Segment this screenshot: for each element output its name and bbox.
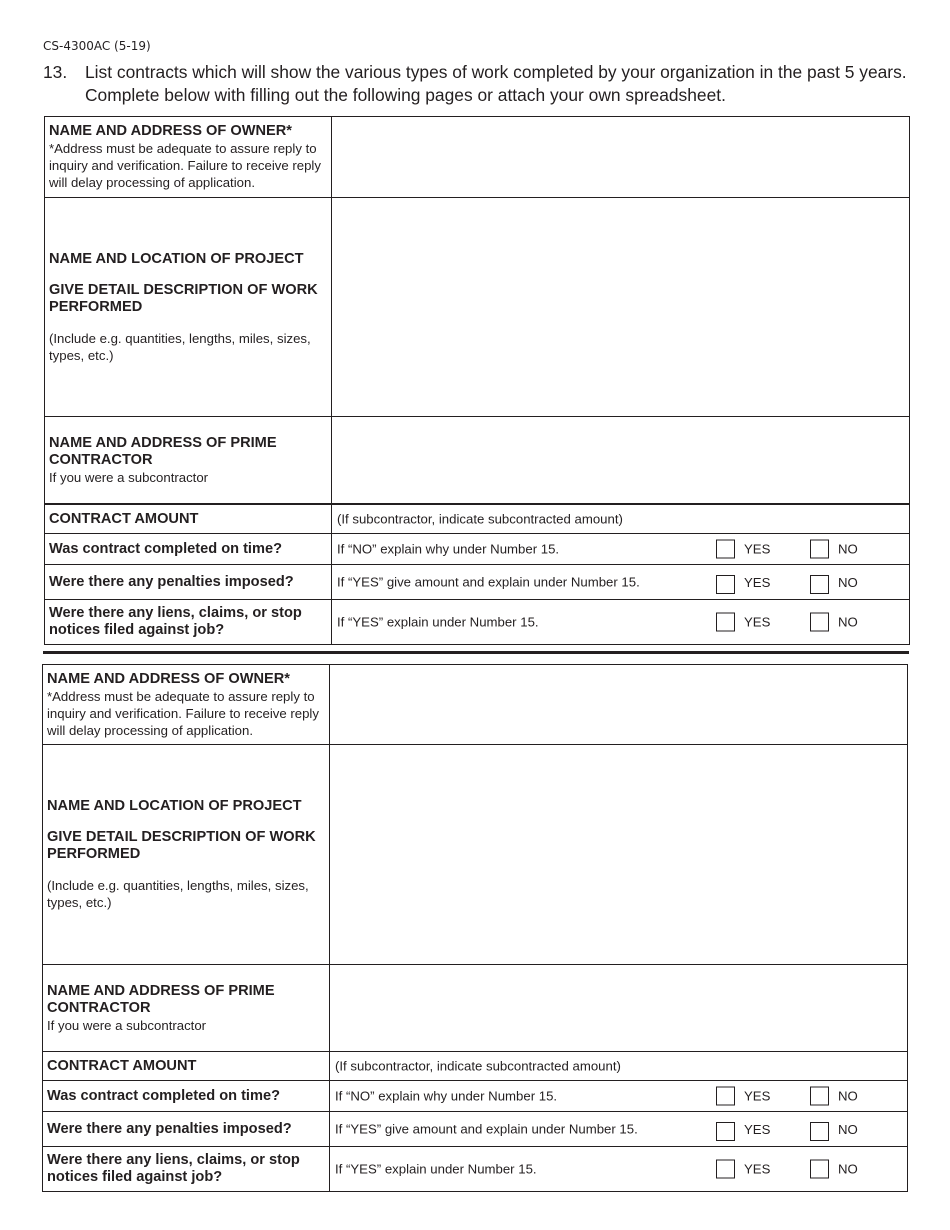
prime-contractor-note: If you were a subcontractor (49, 469, 209, 485)
question-text: List contracts which will show the various types of work completed by your organization in the past 5 years. Complete below with filling out the following pages or attach your own spreadsheet. (85, 62, 907, 105)
penalties-field (332, 565, 909, 599)
project-input-field[interactable] (330, 745, 907, 964)
on-time-field (330, 1081, 907, 1111)
on-time-field (332, 534, 909, 564)
no-label: NO (838, 1088, 858, 1104)
work-description-note: (Include e.g. quantities, lengths, miles, sizes, types, etc.) (49, 330, 311, 363)
penalties-no-checkbox[interactable] (810, 1122, 829, 1141)
yes-label: YES (744, 541, 771, 557)
prime-contractor-title: NAME AND ADDRESS OF PRIME CONTRACTOR (49, 434, 277, 468)
penalties-yes-option (716, 570, 770, 594)
on-time-question: Was contract completed on time? (47, 1087, 280, 1104)
no-label: NO (838, 1161, 858, 1177)
penalties-no-option (810, 1117, 858, 1141)
prime-contractor-row (43, 965, 907, 1052)
yes-label: YES (744, 1161, 771, 1177)
liens-field (330, 1147, 907, 1191)
penalties-field (330, 1112, 907, 1146)
yes-label: YES (744, 574, 771, 590)
prime-contractor-input-field[interactable] (330, 965, 907, 1051)
contract-amount-input-field[interactable] (332, 505, 909, 533)
liens-label-cell (43, 1147, 330, 1191)
liens-yes-option (716, 1160, 770, 1179)
project-label-cell (45, 198, 332, 416)
owner-title: NAME AND ADDRESS OF OWNER* (49, 123, 292, 139)
on-time-label-cell (45, 534, 332, 564)
project-input-field[interactable] (332, 198, 909, 416)
liens-question: Were there any liens, claims, or stop notices filed against job? (49, 605, 302, 638)
liens-row (45, 600, 909, 644)
liens-label-cell (45, 600, 332, 644)
liens-yes-option (716, 613, 770, 632)
penalties-no-option (810, 570, 858, 594)
owner-note: *Address must be adequate to assure reply to inquiry and verification. Failure to receive reply will delay processing of application. (49, 141, 321, 190)
penalties-question: Were there any penalties imposed? (47, 1120, 292, 1137)
prime-label-cell (45, 417, 332, 503)
project-label-cell (43, 745, 330, 964)
contract-amount-input-field[interactable] (330, 1052, 907, 1080)
penalties-question: Were there any penalties imposed? (49, 573, 294, 590)
liens-no-option (810, 1160, 858, 1179)
contract-block-2 (42, 664, 908, 1192)
on-time-no-checkbox[interactable] (810, 1087, 829, 1106)
on-time-row (45, 534, 909, 565)
penalties-row (45, 565, 909, 600)
question-13 (43, 61, 923, 107)
prime-contractor-row (45, 417, 909, 505)
prime-contractor-input-field[interactable] (332, 417, 909, 503)
owner-row (43, 665, 907, 745)
work-description-title: GIVE DETAIL DESCRIPTION OF WORK PERFORMED (49, 281, 318, 315)
amount-label-cell (43, 1052, 330, 1080)
penalties-label-cell (43, 1112, 330, 1146)
on-time-no-option (810, 540, 858, 559)
on-time-row (43, 1081, 907, 1112)
contract-amount-row (43, 1052, 907, 1081)
amount-label-cell (45, 505, 332, 533)
liens-field (332, 600, 909, 644)
owner-label-cell (43, 665, 330, 744)
no-label: NO (838, 614, 858, 630)
section-divider (43, 651, 909, 654)
penalties-hint: If “YES” give amount and explain under Number 15. (335, 1121, 638, 1137)
on-time-yes-option (716, 1087, 770, 1106)
project-title: NAME AND LOCATION OF PROJECT (49, 250, 304, 267)
liens-yes-checkbox[interactable] (716, 1160, 735, 1179)
yes-label: YES (744, 1088, 771, 1104)
form-id: CS-4300AC (5-19) (43, 39, 151, 53)
penalties-row (43, 1112, 907, 1147)
contract-amount-row (45, 505, 909, 534)
on-time-yes-checkbox[interactable] (716, 540, 735, 559)
liens-hint: If “YES” explain under Number 15. (337, 614, 539, 630)
liens-yes-checkbox[interactable] (716, 613, 735, 632)
project-row (43, 745, 907, 965)
owner-input-field[interactable] (330, 665, 907, 744)
contract-amount-title: CONTRACT AMOUNT (47, 1057, 197, 1074)
on-time-hint: If “NO” explain why under Number 15. (337, 541, 560, 557)
no-label: NO (838, 1121, 858, 1137)
on-time-yes-option (716, 540, 770, 559)
prime-label-cell (43, 965, 330, 1051)
project-row (45, 198, 909, 417)
contract-block-1 (44, 116, 910, 645)
liens-no-checkbox[interactable] (810, 1160, 829, 1179)
owner-title: NAME AND ADDRESS OF OWNER* (47, 670, 290, 687)
on-time-no-checkbox[interactable] (810, 540, 829, 559)
penalties-label-cell (45, 565, 332, 599)
no-label: NO (838, 541, 858, 557)
liens-no-checkbox[interactable] (810, 613, 829, 632)
no-label: NO (838, 574, 858, 590)
owner-row (45, 117, 909, 198)
penalties-no-checkbox[interactable] (810, 575, 829, 594)
owner-note: *Address must be adequate to assure reply to inquiry and verification. Failure to receive reply will delay processing of application. (47, 688, 319, 738)
on-time-yes-checkbox[interactable] (716, 1087, 735, 1106)
project-title: NAME AND LOCATION OF PROJECT (47, 798, 302, 814)
liens-no-option (810, 613, 858, 632)
contract-amount-hint: (If subcontractor, indicate subcontracted amount) (337, 511, 623, 527)
on-time-question: Was contract completed on time? (49, 540, 282, 557)
penalties-yes-option (716, 1117, 770, 1141)
liens-hint: If “YES” explain under Number 15. (335, 1161, 537, 1177)
work-description-title: GIVE DETAIL DESCRIPTION OF WORK PERFORMED (47, 829, 316, 862)
owner-input-field[interactable] (332, 117, 909, 197)
yes-label: YES (744, 614, 771, 630)
liens-row (43, 1147, 907, 1191)
prime-contractor-title: NAME AND ADDRESS OF PRIME CONTRACTOR (47, 982, 275, 1016)
on-time-hint: If “NO” explain why under Number 15. (335, 1088, 558, 1104)
prime-contractor-note: If you were a subcontractor (47, 1017, 207, 1033)
contract-amount-title: CONTRACT AMOUNT (49, 510, 199, 527)
contract-amount-hint: (If subcontractor, indicate subcontracted amount) (335, 1058, 621, 1074)
on-time-no-option (810, 1087, 858, 1106)
on-time-label-cell (43, 1081, 330, 1111)
penalties-hint: If “YES” give amount and explain under Number 15. (337, 574, 640, 590)
yes-label: YES (744, 1121, 771, 1137)
penalties-yes-checkbox[interactable] (716, 1122, 735, 1141)
penalties-yes-checkbox[interactable] (716, 575, 735, 594)
liens-question: Were there any liens, claims, or stop notices filed against job? (47, 1152, 300, 1185)
question-number: 13. (43, 62, 68, 82)
owner-label-cell (45, 117, 332, 197)
work-description-note: (Include e.g. quantities, lengths, miles, sizes, types, etc.) (47, 878, 309, 910)
